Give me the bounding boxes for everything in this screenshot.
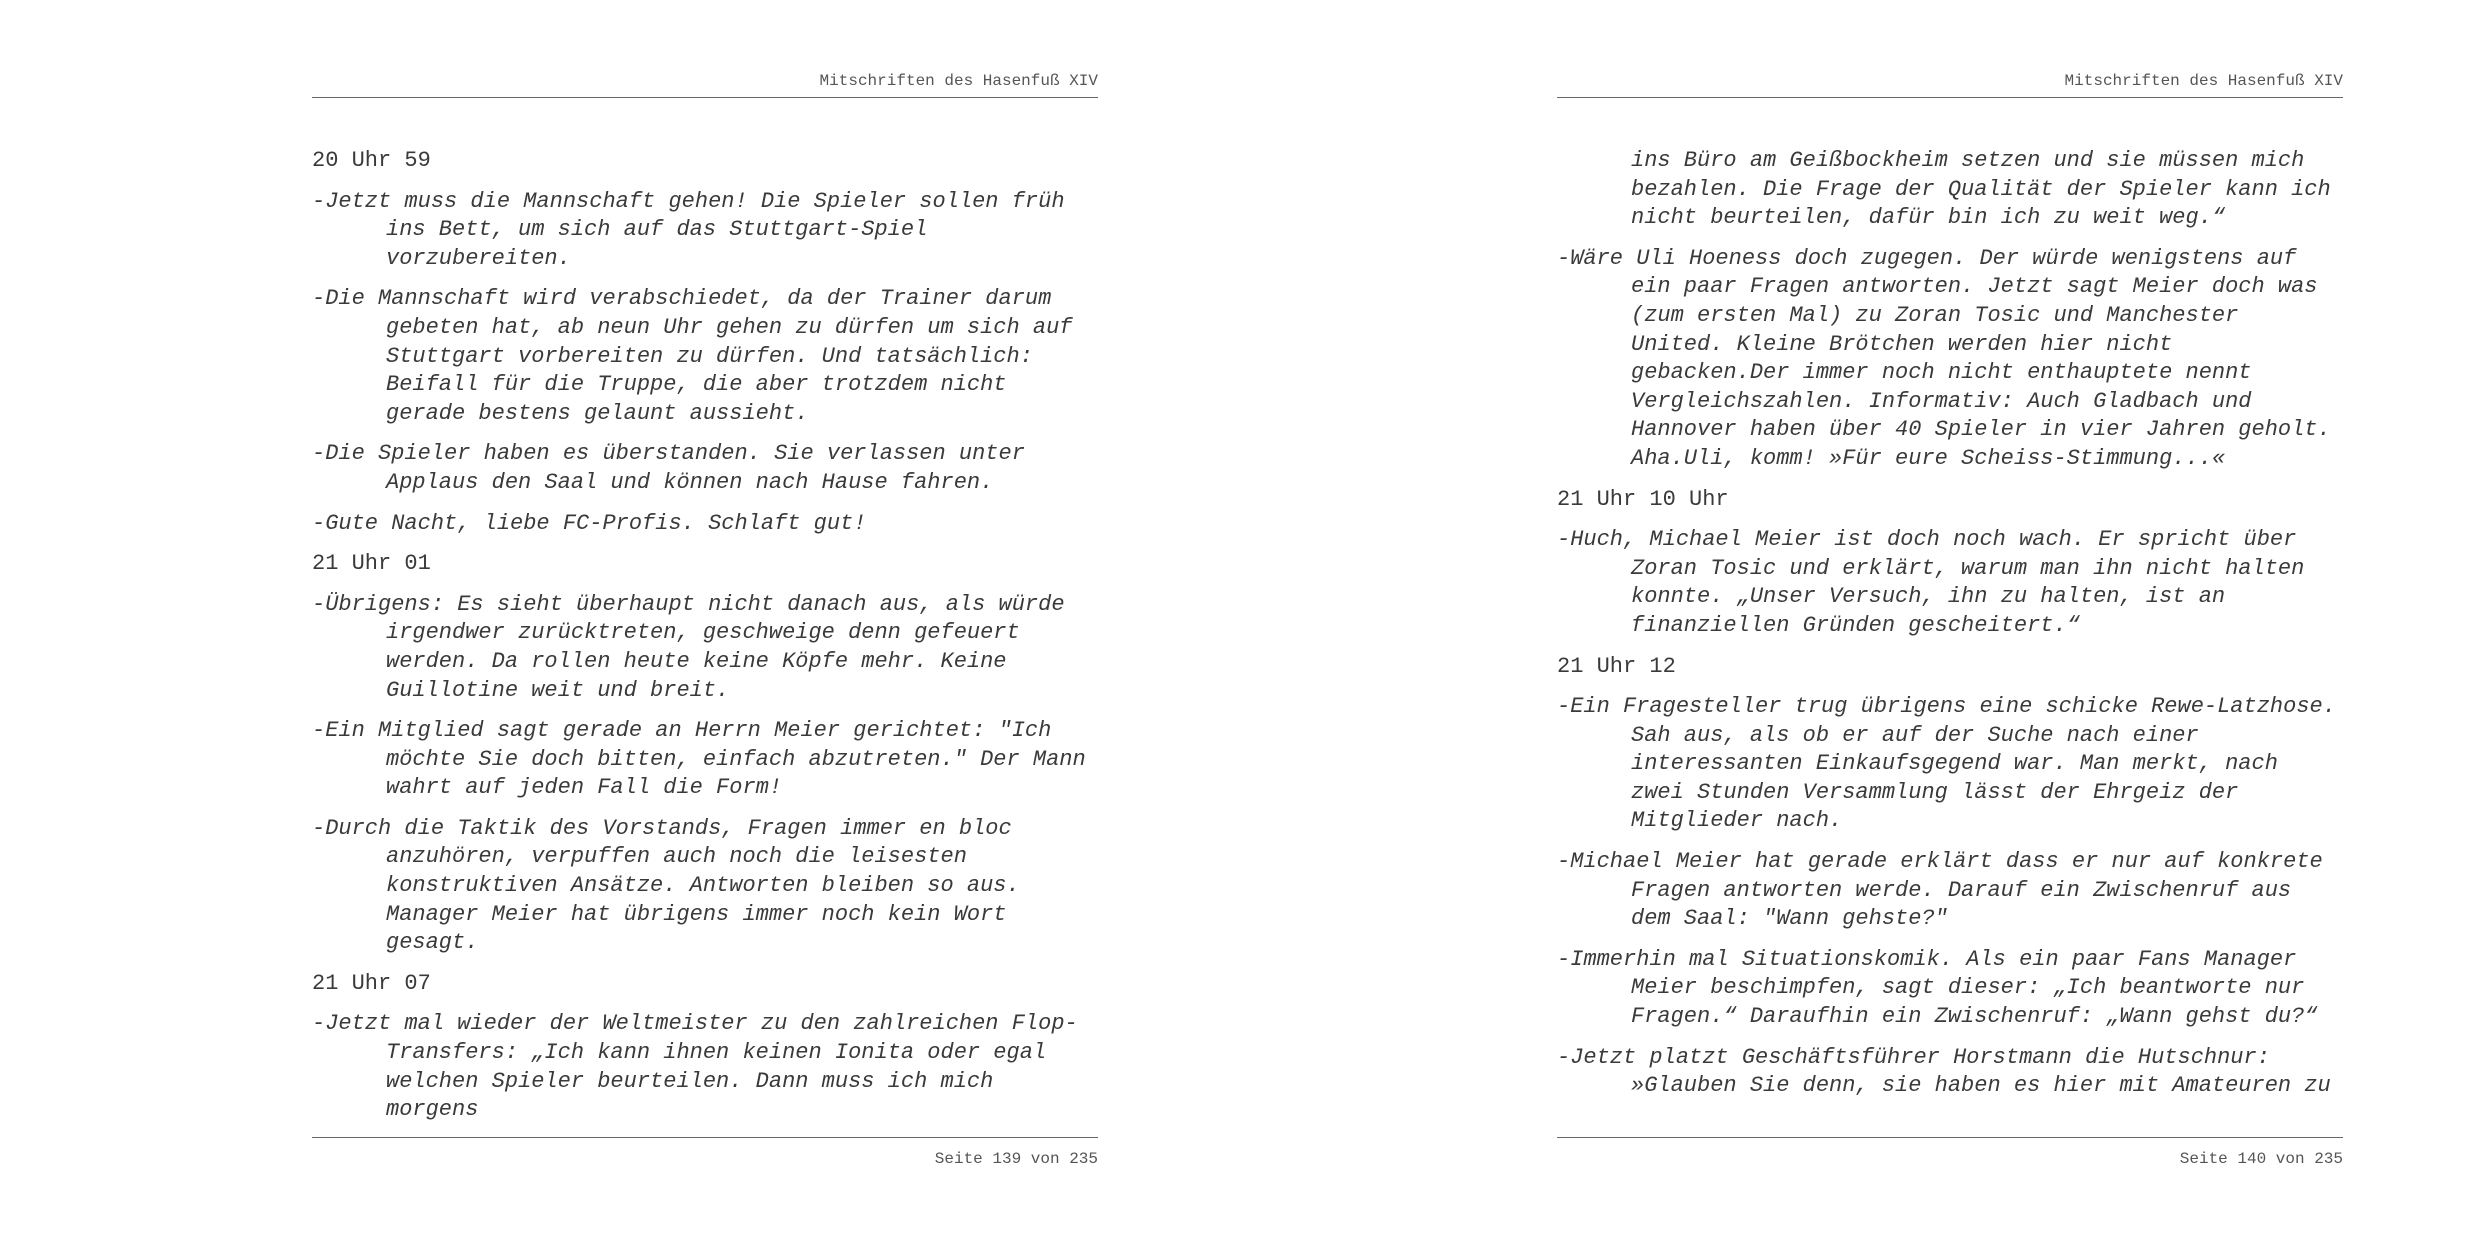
page-number: Seite 140 von 235 <box>2179 1150 2343 1168</box>
ticker-entry: -Huch, Michael Meier ist doch noch wach. Er spricht über Zoran Tosic und erklärt, warum man ihn nicht halten konnte. „Unser Versuch, ihn zu halten, ist an finanziellen Gründen gescheitert.“ <box>1557 527 2305 638</box>
ticker-entry: -Jetzt muss die Mannschaft gehen! Die Spieler sollen früh ins Bett, um sich auf das Stuttgart-Spiel vorzubereiten. <box>312 188 1065 271</box>
ticker-entry: -Durch die Taktik des Vorstands, Fragen immer en bloc anzuhören, verpuffen auch noch die leisesten konstruktiven Ansätze. Antworten bleiben so aus. Manager Meier hat übrigens immer noch kein Wort gesagt. <box>312 815 1020 956</box>
timestamp: 20 Uhr 59 <box>312 148 431 173</box>
running-header: Mitschriften des Hasenfuß XIV <box>2064 72 2343 90</box>
timestamp: 21 Uhr 10 Uhr <box>1557 486 1729 512</box>
ticker-entry: -Die Mannschaft wird verabschiedet, da der Trainer darum gebeten hat, ab neun Uhr gehen zu dürfen um sich auf Stuttgart vorbereiten zu dürfen. Und tatsächlich: Beifall für die Truppe, die aber trotzdem nicht gerade bestens gelaunt aussieht. <box>312 286 1073 426</box>
page-number: Seite 139 von 235 <box>934 1150 1098 1168</box>
timestamp: 21 Uhr 07 <box>312 970 431 996</box>
ticker-entry: -Gute Nacht, liebe FC-Profis. Schlaft gut! <box>312 510 867 536</box>
ticker-entry: -Ein Mitglied sagt gerade an Herrn Meier gerichtet: "Ich möchte Sie doch bitten, einfach abzutreten." Der Mann wahrt auf jeden Fall die Form! <box>312 718 1086 801</box>
ticker-entry: -Die Spieler haben es überstanden. Sie verlassen unter Applaus den Saal und können nach Hause fahren. <box>312 441 1025 495</box>
left-page <box>312 0 1098 1240</box>
ticker-entry: -Übrigens: Es sieht überhaupt nicht danach aus, als würde irgendwer zurücktreten, geschweige denn gefeuert werden. Da rollen heute keine Köpfe mehr. Keine Guillotine weit und breit. <box>312 591 1065 703</box>
right-page <box>1557 0 2343 1240</box>
page-content <box>1557 147 2343 1113</box>
ticker-entry: -Jetzt mal wieder der Weltmeister zu den zahlreichen Flop-Transfers: „Ich kann ihnen keinen Ionita oder egal welchen Spieler beurteilen. Dann muss ich mich morgens <box>312 1011 1078 1123</box>
ticker-entry: -Immerhin mal Situationskomik. Als ein paar Fans Manager Meier beschimpfen, sagt dieser: „Ich beantworte nur Fragen.“ Daraufhin ein Zwischenruf: „Wann gehst du?“ <box>1557 946 2318 1030</box>
running-header: Mitschriften des Hasenfuß XIV <box>819 72 1098 90</box>
timestamp: 21 Uhr 12 <box>1557 653 1676 679</box>
ticker-entry: -Michael Meier hat gerade erklärt dass er nur auf konkrete Fragen antworten werde. Darauf ein Zwischenruf aus dem Saal: "Wann gehste?" <box>1557 849 2323 932</box>
ticker-entry: -Ein Fragesteller trug übrigens eine schicke Rewe-Latzhose. Sah aus, als ob er auf der Suche nach einer interessanten Einkaufsgegend war. Man merkt, nach zwei Stunden Versammlung lässt der Ehrgeiz der Mitglieder nach. <box>1557 694 2336 834</box>
header-rule <box>312 97 1098 98</box>
ticker-entry-continued: ins Büro am Geißbockheim setzen und sie müssen mich bezahlen. Die Frage der Qualität der Spieler kann ich nicht beurteilen, dafür bin ich zu weit weg.“ <box>1631 148 2331 231</box>
page-content <box>312 147 1098 1137</box>
timestamp: 21 Uhr 01 <box>312 551 431 577</box>
ticker-entry: -Wäre Uli Hoeness doch zugegen. Der würde wenigstens auf ein paar Fragen antworten. Jetzt sagt Meier doch was (zum ersten Mal) zu Zoran Tosic und Manchester United. Kleine Brötchen werden hier nicht gebacken.Der immer noch nicht enthauptete nennt Vergleichszahlen. Informativ: Auch Gladbach und Hannover haben über 40 Spieler in vier Jahren geholt. Aha.Uli, komm! »Für eure Scheiss-Stimmung...« <box>1557 245 2331 471</box>
footer-rule <box>312 1137 1098 1138</box>
ticker-entry: -Jetzt platzt Geschäftsführer Horstmann die Hutschnur: »Glauben Sie denn, sie haben es hier mit Amateuren zu <box>1557 1044 2331 1099</box>
header-rule <box>1557 97 2343 98</box>
footer-rule <box>1557 1137 2343 1138</box>
